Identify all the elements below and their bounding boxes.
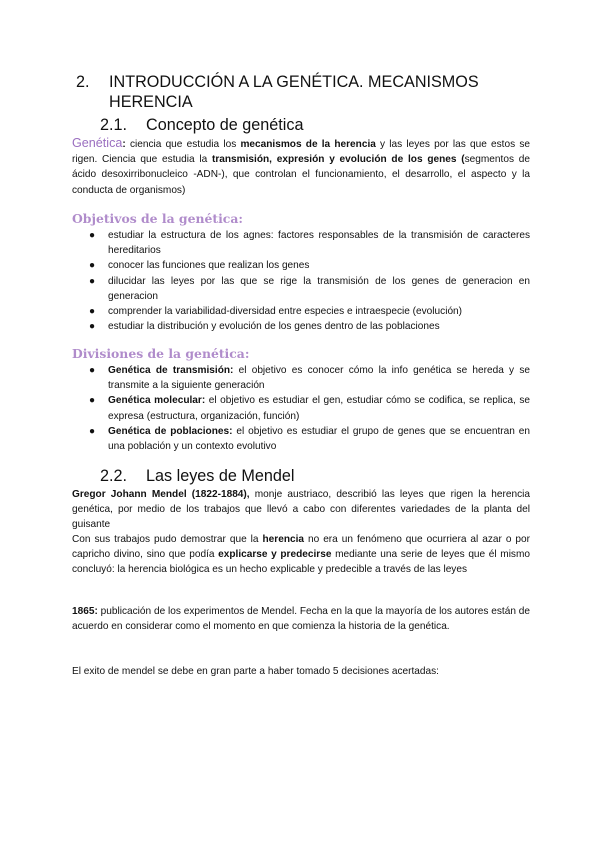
bold-text: 1865: [72, 606, 98, 617]
bullet-icon: ● [89, 260, 96, 272]
list-item-text: conocer las funciones que realizan los genes [108, 260, 310, 272]
list-item-text: estudiar la distribución y evolución de los genes dentro de las poblaciones [108, 321, 440, 333]
list-item-term: Genética molecular: [108, 395, 206, 407]
text: segmentos de ácido desoxirribonucleico -ADN-), que controlan el funcionamiento, el desarrollo, el aspecto y la conducta de organismos) [72, 154, 530, 196]
bold-text: ( [456, 154, 465, 166]
list-item [72, 424, 530, 454]
text: monje austriaco, describió las leyes que rigen la herencia genética, por medio de los trabajos que llevó a cabo con diferentes variedades de la planta del guisante [72, 489, 530, 531]
text: no era un fenómeno que ocurriera al azar o por capricho divino, sino que podía [72, 534, 530, 561]
bold-text: transmisión, expresión y evolución de los genes [211, 154, 457, 166]
heading-leyes-title: Las leyes de Mendel [146, 467, 295, 485]
text: Con sus trabajos pudo demostrar que la [72, 534, 263, 545]
bullet-icon: ● [89, 425, 96, 437]
list-item [72, 258, 530, 273]
bullet-icon: ● [89, 230, 96, 241]
bold-text: mecanismos de la herencia [240, 139, 376, 150]
list-item-text: dilucidar las leyes por las que se rige la transmisión de los genes de generacion en generacion [108, 275, 530, 302]
list-item-text: comprender la variabilidad-diversidad entre especies e intraespecie (evolución) [108, 306, 463, 318]
paragraph-concepto [72, 136, 530, 198]
list-item [72, 304, 530, 319]
list-item-text: el objetivo es estudiar el grupo de genes que se encuentran en una población y un contexto evolutivo [108, 425, 530, 453]
paragraph-exito: El exito de mendel se debe en gran parte a haber tomado 5 decisiones acertadas: [72, 666, 439, 677]
list-objetivos [72, 228, 530, 334]
section-title-objetivos: Objetivos de la genética: [72, 211, 243, 226]
label-colon: : [122, 139, 126, 150]
bullet-icon: ● [89, 365, 96, 376]
list-item [72, 319, 530, 334]
list-item [72, 393, 530, 423]
heading-main-number: 2. [76, 73, 90, 91]
bullet-icon: ● [89, 306, 96, 318]
bold-text: herencia [262, 534, 305, 545]
bullet-icon: ● [89, 321, 96, 333]
text: y las leyes por las que estos se rigen. Ciencia que estudia la [72, 139, 530, 166]
text: ciencia que estudia los [125, 139, 241, 150]
list-item-text: el objetivo es conocer cómo la info genética se hereda y se transmite a la siguiente generación [108, 365, 530, 392]
text: mediante una serie de leyes que él mismo concluyó: la herencia biológica es un hecho explicable y predecible a través de las leyes [72, 549, 531, 576]
text: publicación de los experimentos de Mendel. Fecha en la que la mayoría de los autores están de acuerdo en considerar como el momento en que comienza la historia de la genética. [72, 606, 530, 633]
label-genetica: Genética [72, 136, 123, 150]
paragraph-herencia [72, 532, 530, 578]
list-item [72, 274, 530, 304]
paragraph-mendel [72, 487, 530, 533]
bullet-icon: ● [89, 395, 96, 407]
bold-text: Gregor Johann Mendel (1822-1884), [72, 489, 250, 500]
bold-text: explicarse y predecirse [218, 549, 332, 561]
list-item-text: estudiar la estructura de los agnes: factores responsables de la transmisión de caracteres hereditarios [108, 230, 530, 257]
list-item [72, 363, 530, 393]
heading-concepto-number: 2.1. [100, 116, 128, 134]
heading-leyes-number: 2.2. [100, 467, 128, 485]
section-title-divisiones: Divisiones de la genética: [72, 346, 250, 361]
list-item [72, 228, 530, 258]
bullet-icon: ● [89, 275, 96, 287]
list-item-text: el objetivo es estudiar el gen, estudiar cómo se codifica, se replica, se expresa (estructura, organización, función) [108, 395, 530, 422]
heading-concepto-title: Concepto de genética [146, 116, 304, 134]
list-item-term: Genética de transmisión: [108, 365, 234, 376]
list-divisiones [72, 363, 530, 454]
paragraph-1865 [72, 604, 530, 634]
heading-main-title: INTRODUCCIÓN A LA GENÉTICA. MECANISMOS HERENCIA [109, 73, 479, 111]
list-item-term: Genética de poblaciones: [108, 425, 233, 437]
